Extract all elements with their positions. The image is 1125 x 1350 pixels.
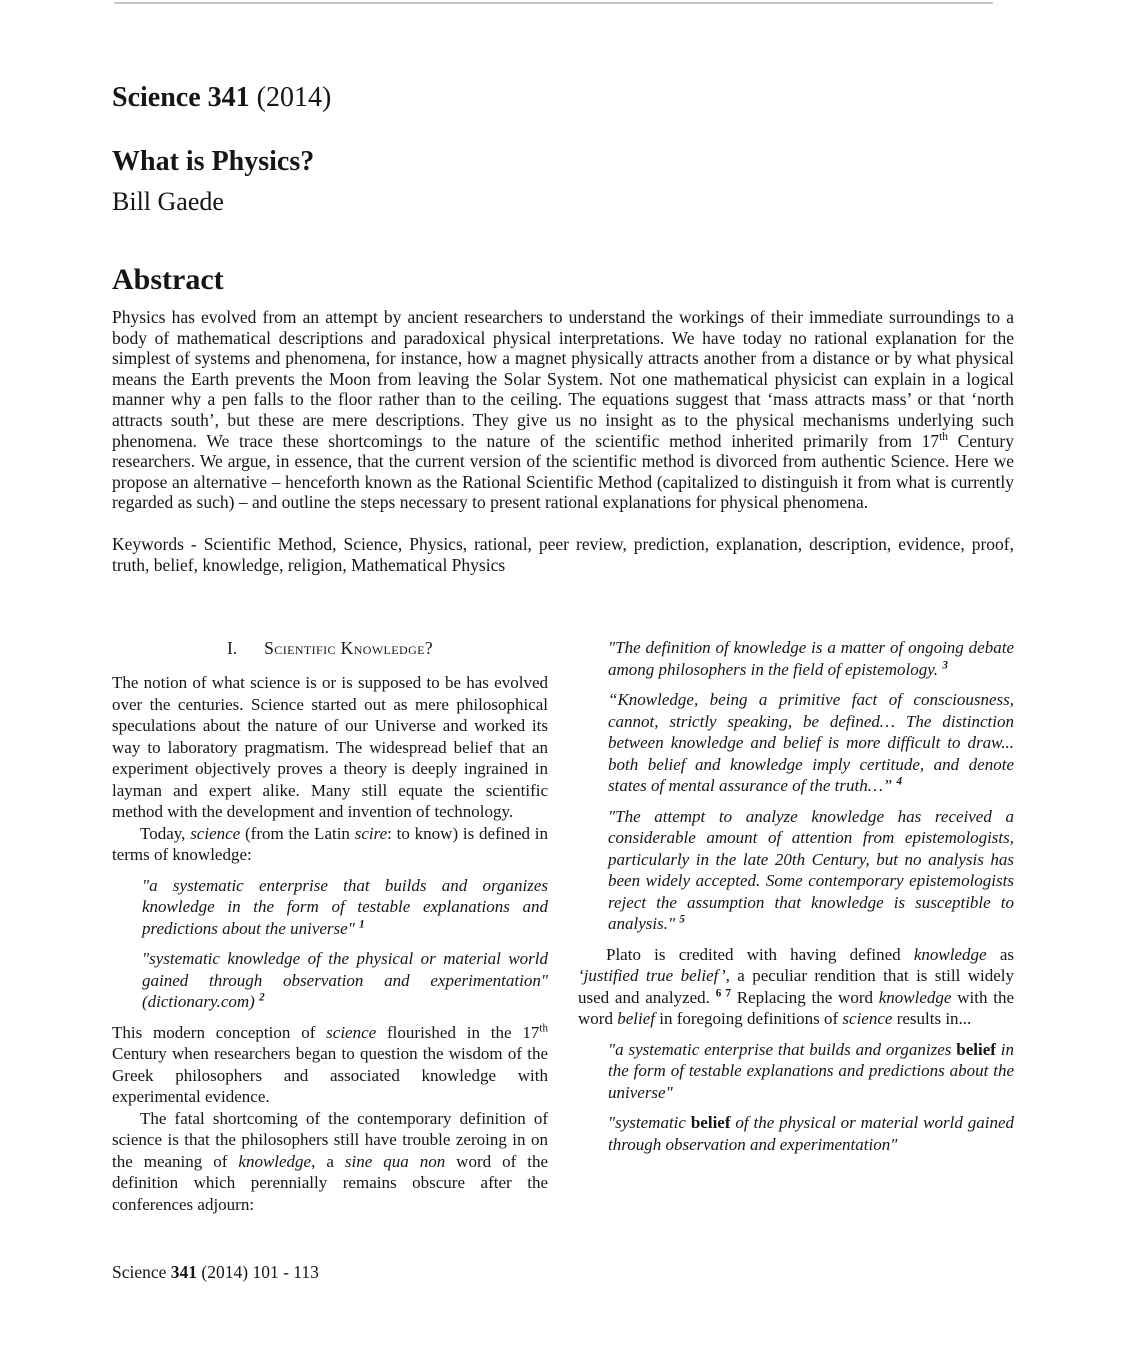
paragraph: This modern conception of science flourished in the 17th Century when researchers began to question the wisdom of the Greek philosophers and associated knowledge with experimental evidence. [112,1021,548,1107]
paper-title: What is Physics? [112,146,315,177]
paragraph: Today, science (from the Latin scire: to know) is defined in terms of knowledge: [112,823,549,865]
block-quote: "The attempt to analyze knowledge has received a considerable amount of attention from epistemologists, particularly in the late 20th Century, but no analysis has been widely accepted. Some contemporary epistemologists reject the assumption that knowledge is susceptible to analysis." $^5$ [608,806,1014,934]
right-column [578,637,1014,1215]
block-quote: "a systematic enterprise that builds and organizes belief in the form of testable explanations and predictions about the universe" [608,1039,1014,1102]
journal-header: Science 341 (2014) [112,82,332,113]
block-quote: "The definition of knowledge is a matter of ongoing debate among philosophers in the field of epistemology. $^3$ [608,638,1014,679]
section-number: I. [226,638,238,659]
block-quote: “Knowledge, being a primitive fact of consciousness, cannot, strictly speaking, be defined… The distinction between knowledge and belief is more difficult to draw... both belief and knowledge imply certitude, and denote states of mental assurance of the truth…” $^4$ [608,690,1014,796]
paragraph: Plato is credited with having defined knowledge as ‘justified true belief’, a peculiar rendition that is still widely used and analyzed. $^{6 7}$ Replacing the word knowledge with the word belief in foregoing definitions of science results in... [578,944,1014,1029]
two-column-body [112,637,1014,1215]
abstract-heading: Abstract [112,263,224,296]
section-title: Scientific Knowledge? [264,638,434,659]
block-quote: "a systematic enterprise that builds and organizes knowledge in the form of testable explanations and predictions about the universe" $^1$ [142,875,548,938]
section-heading [112,637,548,659]
author-name: Bill Gaede [112,187,224,216]
keywords-line: Keywords - Scientific Method, Science, Physics, rational, peer review, prediction, explanation, description, evidence, proof, truth, belief, knowledge, religion, Mathematical Physics [112,533,1014,575]
left-column [112,637,548,1215]
block-quote: "systematic knowledge of the physical or material world gained through observation and experimentation" (dictionary.com) $^2$ [142,949,548,1012]
block-quote: "systematic belief of the physical or material world gained through observation and experimentation" [608,1113,1014,1154]
paragraph: The fatal shortcoming of the contemporary definition of science is that the philosophers still have trouble zeroing in on the meaning of knowledge, a sine qua non word of the definition which perennially remains obscure after the conferences adjourn: [112,1108,549,1214]
page-footer: Science 341 (2014) 101 - 113 [112,1262,319,1282]
paper-page [112,0,1014,1215]
paragraph: The notion of what science is or is supposed to be has evolved over the centuries. Science started out as mere philosophical speculations about the nature of our Universe and worked its way to laboratory pragmatism. The widespread belief that an experiment objectively proves a theory is deeply ingrained in layman and expert alike. Many still equate the scientific method with the development and invention of technology. [112,673,548,822]
abstract-text: Physics has evolved from an attempt by ancient researchers to understand the workings of their immediate surroundings to a body of mathematical descriptions and paradoxical physical interpretations. We have today no rational explanation for the simplest of systems and phenomena, for instance, how a magnet physically attracts another from a distance or by what physical means the Earth prevents the Moon from leaving the Solar System. Not one mathematical physicist can explain in a logical manner why a pen falls to the floor rather than to the ceiling. The equations suggest that ‘mass attracts mass’ or that ‘north attracts south’, but these are mere descriptions. They give us no insight as to the physical mechanisms underlying such phenomena. We trace these shortcomings to the nature of the scientific method inherited primarily from 17th Century researchers. We argue, in essence, that the current version of the scientific method is divorced from authentic Science. Here we propose an alternative – henceforth known as the Rational Scientific Method (capitalized to distinguish it from what is currently regarded as such) – and outline the steps necessary to present rational explanations for physical phenomena. [112,307,1014,513]
